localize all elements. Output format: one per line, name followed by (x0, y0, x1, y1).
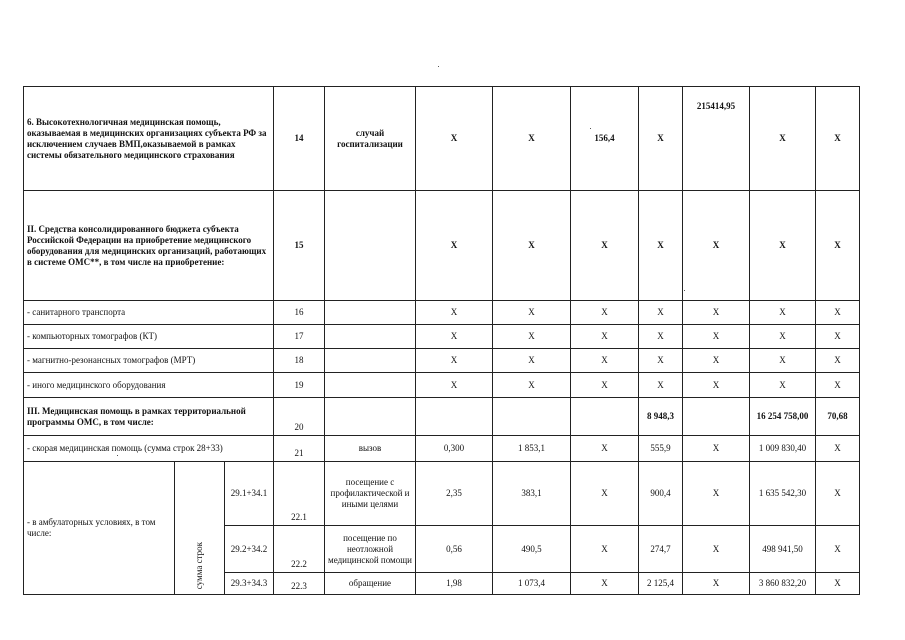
value-cell: X (816, 373, 860, 398)
value-cell: X (816, 526, 860, 573)
value-cell: 2 125,4 (639, 573, 683, 595)
unit-cell: обращение (325, 573, 416, 595)
scan-speck (438, 66, 439, 67)
value-cell: X (639, 349, 683, 373)
row-name: - иного медицинского оборудования (24, 373, 274, 398)
value-cell: X (639, 301, 683, 325)
value-cell: 0,300 (416, 436, 493, 462)
row-number: 22.1 (274, 462, 325, 526)
value-cell: X (816, 301, 860, 325)
value-cell: X (683, 349, 750, 373)
unit-cell: посещение по неотложной медицинской помощи (325, 526, 416, 573)
table-row (24, 87, 860, 191)
row-ref: 29.1+34.1 (225, 462, 274, 526)
value-cell: X (750, 325, 816, 349)
value-cell: X (493, 191, 571, 301)
value-cell: X (750, 191, 816, 301)
unit-cell (325, 398, 416, 436)
unit-cell: случай госпитализации (325, 87, 416, 191)
value-cell: X (750, 87, 816, 191)
value-cell: 8 948,3 (639, 398, 683, 436)
unit-cell (325, 301, 416, 325)
row-number: 17 (274, 325, 325, 349)
value-cell: 1 009 830,40 (750, 436, 816, 462)
row-name: - в амбулаторных условиях, в том числе: (24, 462, 175, 595)
value-cell: X (493, 373, 571, 398)
row-number: 20 (274, 398, 325, 436)
value-cell (493, 398, 571, 436)
row-name: - санитарного транспорта (24, 301, 274, 325)
value-cell: X (416, 301, 493, 325)
row-number: 16 (274, 301, 325, 325)
table-row (24, 436, 860, 462)
value-cell: X (683, 436, 750, 462)
row-name: 6. Высокотехнологичная медицинская помощь, оказываемая в медицинских организациях субъекта РФ за исключением случаев ВМП,оказываемой в рамках системы обязательного медицинского страхования (24, 87, 274, 191)
value-cell: X (416, 191, 493, 301)
value-cell: X (493, 349, 571, 373)
value-cell: X (416, 349, 493, 373)
value-cell: X (750, 373, 816, 398)
unit-cell (325, 349, 416, 373)
value-cell: X (683, 462, 750, 526)
value-cell: X (816, 436, 860, 462)
value-cell: 490,5 (493, 526, 571, 573)
value-cell: 498 941,50 (750, 526, 816, 573)
value-cell: X (571, 526, 639, 573)
value-cell: 1 073,4 (493, 573, 571, 595)
value-cell: 1 635 542,30 (750, 462, 816, 526)
unit-cell: посещение с профилактической и иными целями (325, 462, 416, 526)
value-cell: 555,9 (639, 436, 683, 462)
row-ref: 29.3+34.3 (225, 573, 274, 595)
value-cell: 70,68 (816, 398, 860, 436)
value-cell: X (493, 301, 571, 325)
value-cell: 1,98 (416, 573, 493, 595)
sum-label: сумма строк (194, 541, 204, 589)
row-number: 18 (274, 349, 325, 373)
value-cell: 274,7 (639, 526, 683, 573)
value-cell: X (639, 325, 683, 349)
row-name: III. Медицинская помощь в рамках территориальной программы ОМС, в том числе: (24, 398, 274, 436)
value-cell: 16 254 758,00 (750, 398, 816, 436)
row-number: 15 (274, 191, 325, 301)
value-cell: X (816, 325, 860, 349)
value-cell: 1 853,1 (493, 436, 571, 462)
value-cell: 383,1 (493, 462, 571, 526)
value-cell: X (683, 325, 750, 349)
row-name: - компьюторных томографов (КТ) (24, 325, 274, 349)
value-cell: X (416, 87, 493, 191)
value-cell: X (683, 373, 750, 398)
value-cell: X (493, 87, 571, 191)
value-cell (416, 398, 493, 436)
table-row (24, 349, 860, 373)
value-cell (683, 398, 750, 436)
value-cell: X (683, 573, 750, 595)
value-cell: X (750, 349, 816, 373)
table-row (24, 301, 860, 325)
value-cell: X (683, 191, 750, 301)
table-row (24, 462, 860, 526)
row-name: - скорая медицинская помощь (сумма строк 28+33) (24, 436, 274, 462)
value-cell: X (750, 301, 816, 325)
value-cell: X (816, 349, 860, 373)
row-name: II. Средства консолидированного бюджета субъекта Российской Федерации на приобретение медицинского оборудования для медицинских организаций, работающих в системе ОМС**, в том числе на приобретение: (24, 191, 274, 301)
unit-cell (325, 373, 416, 398)
value-cell: X (816, 462, 860, 526)
value-cell: X (639, 373, 683, 398)
row-number: 22.2 (274, 526, 325, 573)
sum-label-cell (175, 462, 225, 595)
value-cell: X (571, 325, 639, 349)
row-number: 14 (274, 87, 325, 191)
value-cell: X (683, 526, 750, 573)
value-cell (571, 398, 639, 436)
unit-cell (325, 191, 416, 301)
budget-table (23, 86, 860, 595)
value-cell: X (571, 436, 639, 462)
value-cell: 2,35 (416, 462, 493, 526)
value-cell: X (816, 573, 860, 595)
value-cell: 156,4 (571, 87, 639, 191)
row-number: 19 (274, 373, 325, 398)
row-number: 22.3 (274, 573, 325, 595)
value-cell: 900,4 (639, 462, 683, 526)
row-number: 21 (274, 436, 325, 462)
value-cell: 3 860 832,20 (750, 573, 816, 595)
value-cell: X (416, 325, 493, 349)
table-row (24, 398, 860, 436)
value-cell: X (683, 301, 750, 325)
unit-cell: вызов (325, 436, 416, 462)
row-name: - магнитно-резонансных томографов (МРТ) (24, 349, 274, 373)
value-cell: X (493, 325, 571, 349)
value-cell: X (571, 573, 639, 595)
value-cell: X (571, 373, 639, 398)
table-row (24, 373, 860, 398)
value-cell: X (816, 191, 860, 301)
value-cell: X (571, 462, 639, 526)
value-cell: 0,56 (416, 526, 493, 573)
value-cell: X (571, 349, 639, 373)
unit-cell (325, 325, 416, 349)
value-cell: X (416, 373, 493, 398)
value-cell: X (639, 191, 683, 301)
value-cell: X (639, 87, 683, 191)
row-ref: 29.2+34.2 (225, 526, 274, 573)
table-row (24, 325, 860, 349)
value-cell: X (571, 191, 639, 301)
value-cell: X (571, 301, 639, 325)
value-cell: X (816, 87, 860, 191)
table-row (24, 191, 860, 301)
value-cell: 215414,95 (683, 87, 750, 191)
